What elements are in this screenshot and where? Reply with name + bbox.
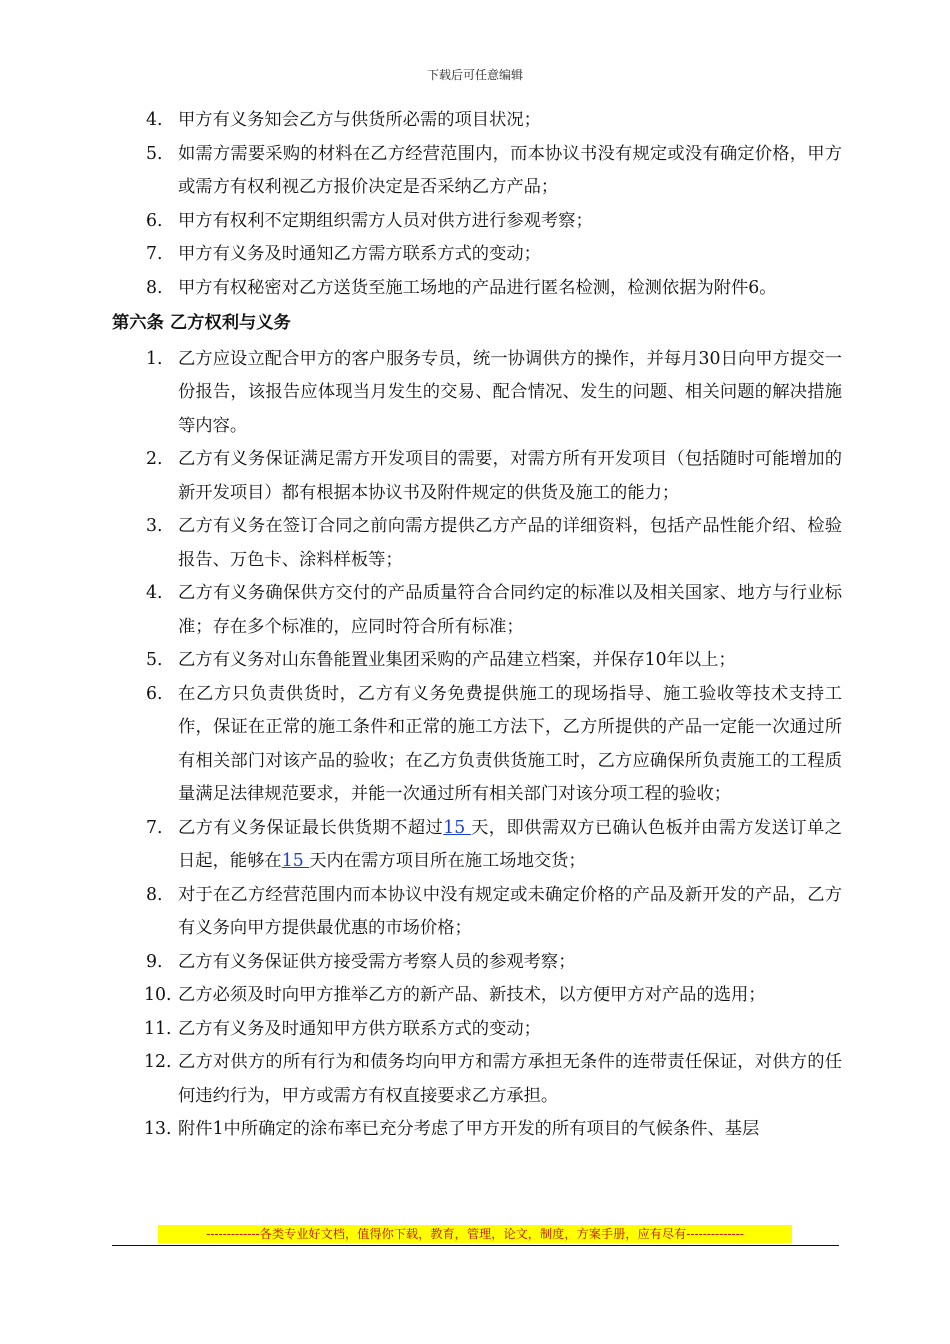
item-number: 9. bbox=[146, 951, 163, 972]
page-header: 下载后可任意编辑 bbox=[426, 68, 523, 82]
list-item bbox=[112, 879, 842, 946]
item-text: 附件1中所确定的涂布率已充分考虑了甲方开发的所有项目的气候条件、基层 bbox=[178, 1119, 760, 1139]
item-text: 甲方有义务知会乙方与供货所必需的项目状况； bbox=[178, 110, 541, 130]
list-item bbox=[112, 979, 842, 1013]
list-item bbox=[112, 644, 842, 678]
section-heading: 第六条 乙方权利与义务 bbox=[112, 313, 291, 333]
item-text: 甲方有权利不定期组织需方人员对供方进行参观考察； bbox=[178, 210, 593, 231]
item-text: 乙方有义务确保供方交付的产品质量符合合同约定的标准以及相关国家、地方与行业标准；存在多个标准的，应同时符合所有标准； bbox=[178, 583, 842, 637]
item-number: 11. bbox=[144, 1018, 172, 1039]
item-number: 8. bbox=[146, 277, 163, 298]
list-item bbox=[112, 1046, 842, 1113]
item-text: 如需方需要采购的材料在乙方经营范围内，而本协议书没有规定或没有确定价格，甲方或需方有权利视乙方报价决定是否采纳乙方产品； bbox=[178, 143, 842, 197]
item-text: 乙方有义务在签订合同之前向需方提供乙方产品的详细资料，包括产品性能介绍、检验报告、万色卡、涂料样板等； bbox=[178, 516, 842, 570]
item-text: 乙方应设立配合甲方的客户服务专员，统一协调供方的操作，并每月30日向甲方提交一份报告，该报告应体现当月发生的交易、配合情况、发生的问题、相关问题的解决措施等内容。 bbox=[178, 348, 842, 436]
item-number: 3. bbox=[146, 516, 163, 536]
list-item bbox=[112, 238, 842, 272]
item-text: 甲方有权秘密对乙方送货至施工场地的产品进行匿名检测，检测依据为附件6。 bbox=[178, 277, 777, 298]
list-item bbox=[112, 138, 842, 205]
item-text: 乙方有义务对山东鲁能置业集团采购的产品建立档案，并保存10年以上； bbox=[178, 650, 736, 670]
list-item bbox=[112, 1113, 842, 1147]
list-item bbox=[112, 104, 842, 138]
item-text-part: 乙方有义务保证最长供货期不超过 bbox=[178, 817, 444, 838]
item-number: 5. bbox=[146, 143, 163, 164]
list-item bbox=[112, 946, 842, 980]
item-number: 6. bbox=[146, 683, 163, 704]
item-number: 12. bbox=[144, 1052, 172, 1072]
item-text: 乙方有义务保证满足需方开发项目的需要，对需方所有开发项目（包括随时可能增加的新开发项目）都有根据本协议书及附件规定的供货及施工的能力； bbox=[178, 449, 842, 503]
days-link[interactable]: 15 bbox=[443, 817, 472, 838]
item-number: 13. bbox=[144, 1119, 172, 1139]
item-text: 对于在乙方经营范围内而本协议中没有规定或未确定价格的产品及新开发的产品，乙方有义务向甲方提供最优惠的市场价格； bbox=[178, 884, 842, 938]
list-item bbox=[112, 510, 842, 577]
item-text: 在乙方只负责供货时，乙方有义务免费提供施工的现场指导、施工验收等技术支持工作，保证在正常的施工条件和正常的施工方法下，乙方所提供的产品一定能一次通过所有相关部门对该产品的验收；在乙方负责供货施工时，乙方应确保所负责施工的工程质量满足法律规范要求，并能一次通过所有相关部门对该分项工程的验收； bbox=[178, 683, 842, 804]
item-number: 8. bbox=[146, 884, 163, 905]
days-link[interactable]: 15 bbox=[281, 851, 310, 871]
footer-divider bbox=[112, 1245, 839, 1246]
item-number: 10. bbox=[144, 985, 172, 1005]
item-text: 乙方有义务及时通知甲方供方联系方式的变动； bbox=[178, 1018, 541, 1039]
list-item bbox=[112, 272, 842, 306]
footer-banner: -------------各类专业好文档，值得你下载，教育，管理，论文，制度，方案手册，应有尽有-------------- bbox=[158, 1225, 792, 1243]
item-number: 5. bbox=[146, 650, 163, 670]
item-number: 4. bbox=[146, 110, 163, 130]
list-item bbox=[112, 812, 842, 879]
list-item bbox=[112, 343, 842, 444]
list-item bbox=[112, 1013, 842, 1047]
item-number: 7. bbox=[146, 817, 163, 838]
item-text: 乙方有义务保证供方接受需方考察人员的参观考察； bbox=[178, 951, 576, 972]
list-item bbox=[112, 577, 842, 644]
item-text: 乙方对供方的所有行为和债务均向甲方和需方承担无条件的连带责任保证，对供方的任何违约行为，甲方或需方有权直接要求乙方承担。 bbox=[178, 1052, 842, 1106]
item-text: 乙方必须及时向甲方推举乙方的新产品、新技术，以方便甲方对产品的选用； bbox=[178, 985, 766, 1005]
list-item bbox=[112, 443, 842, 510]
list-item bbox=[112, 205, 842, 239]
item-text: 甲方有义务及时通知乙方需方联系方式的变动； bbox=[178, 244, 541, 264]
item-text-part: 天内在需方项目所在施工场地交货； bbox=[309, 851, 586, 871]
item-number: 6. bbox=[146, 210, 163, 231]
document-body bbox=[112, 104, 842, 1147]
item-number: 4. bbox=[146, 583, 163, 603]
item-number: 7. bbox=[146, 244, 163, 264]
item-number: 1. bbox=[146, 348, 163, 369]
item-text-part: 天，即供需双方已确认色板并由需方发送订单之日起，能够在 bbox=[178, 817, 842, 871]
item-number: 2. bbox=[146, 449, 163, 469]
list-item bbox=[112, 678, 842, 812]
